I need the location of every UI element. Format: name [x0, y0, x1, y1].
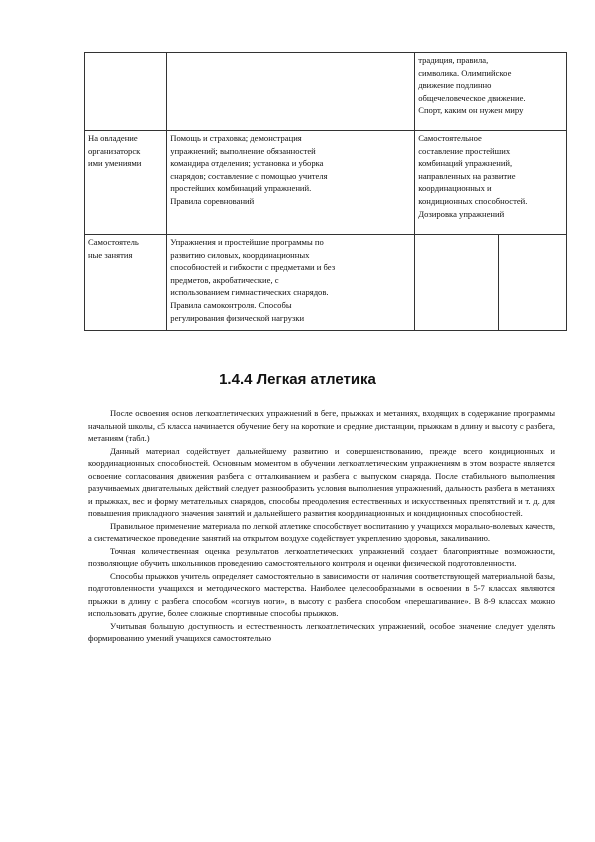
table-row — [85, 53, 567, 131]
table-row — [85, 131, 567, 235]
table-cell — [85, 235, 167, 331]
cell-text: традиция, правила, символика. Олимпийское движение подлинно общечеловеческое движение. Спорт, каким он нужен миру — [418, 55, 526, 116]
cell-text: Помощь и страховка; демонстрация упражнений; выполнение обязанностей командира отделения; установка и уборка снарядов; составление с помощью учителя простейших комбинаций упражнений. Правила соревнований — [170, 133, 328, 206]
paragraph: Способы прыжков учитель определяет самостоятельно в зависимости от наличия соответствующей материальной базы, подготовленности учащихся и методического мастерства. Наиболее целесообразными в освоении в 5-7 классах являются прыжки в длину с разбега способом «согнув ноги», в высоту с разбега способом «перешагивание». В 8-9 классах можно использовать другие, более сложные спортивные способы прыжков. — [88, 570, 555, 618]
table-cell — [167, 235, 415, 331]
body-text — [88, 407, 555, 645]
table-cell — [85, 131, 167, 235]
paragraph: Данный материал содействует дальнейшему развитию и совершенствованию, прежде всего кондиционных и координационных способностей. Основным моментом в обучении легкоатлетическим упражнениям в этом возрасте является освоение согласования движения разбега с отталкиванием и разбега с выпуском снаряда. После стабильного выполнения разучиваемых двигательных действий следует разнообразить условия выполнения упражнений, дальность разбега в метаниях и прыжках, вес и форму метательных снарядов, способы преодоления естественных и искусственных препятствий и т. д. для повышения прикладного значения занятий и дальнейшего развития координационных и кондиционных способностей. — [88, 445, 555, 518]
table-cell — [415, 131, 567, 235]
paragraph: Правильное применение материала по легкой атлетике способствует воспитанию у учащихся морально-волевых качеств, а систематическое проведение занятий на открытом воздухе содействует укреплению здоровья, закаливанию. — [88, 520, 555, 543]
table-cell — [415, 235, 498, 331]
paragraph: После освоения основ легкоатлетических упражнений в беге, прыжках и метаниях, входящих в содержание программы начальной школы, с5 класса начинается обучение бегу на короткие и средние дистанции, прыжкам в длину и высоту с разбега, метаниям (табл.) — [88, 408, 555, 443]
paragraph: Точная количественная оценка результатов легкоатлетических упражнений создает благоприятные возможности, позволяющие обучить школьников проведению самостоятельного контроля и оценки физической подготовленности. — [88, 545, 555, 568]
curriculum-table — [84, 52, 567, 331]
paragraph: Учитывая большую доступность и естественность легкоатлетических упражнений, особое значение следует уделять формированию умений учащихся самостоятельно — [88, 620, 555, 643]
table-row — [85, 235, 567, 331]
table-cell — [167, 131, 415, 235]
section-heading: 1.4.4 Легкая атлетика — [219, 371, 376, 388]
cell-text: Самостоятельное составление простейших комбинаций упражнений, направленных на развитие координационных и кондиционных способностей. Дозировка упражнений — [418, 133, 528, 219]
table-cell — [498, 235, 566, 331]
table-cell — [85, 53, 167, 131]
cell-text: На овладение организаторск ими умениями — [88, 133, 142, 169]
table-cell — [167, 53, 415, 131]
cell-text: Упражнения и простейшие программы по развитию силовых, координационных способностей и гибкости с предметами и без предметов, акробатические, с использованием гимнастических снарядов. Правила самоконтроля. Способы регулирования физической нагрузки — [170, 237, 336, 323]
cell-text: Самостоятель ные занятия — [88, 237, 139, 260]
table-cell — [415, 53, 567, 131]
